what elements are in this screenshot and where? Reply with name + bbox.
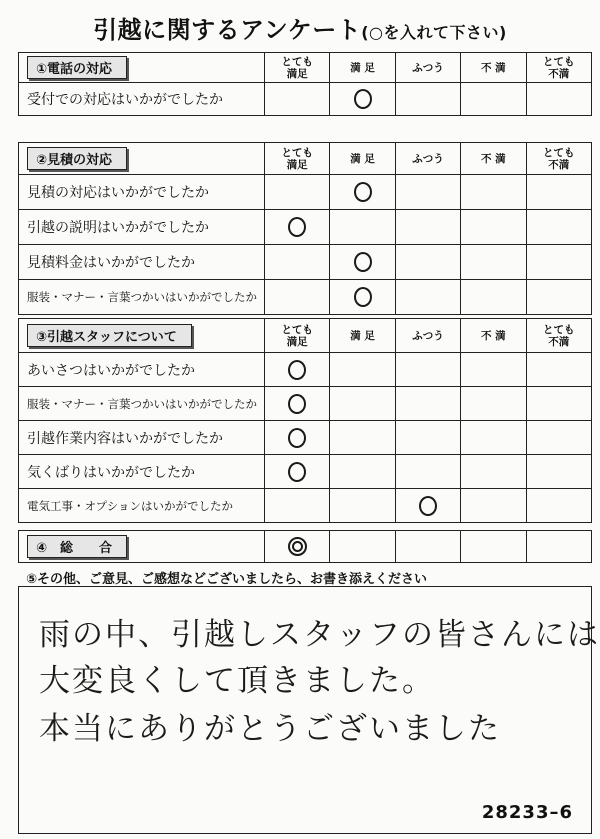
answer-cell[interactable] [330,210,395,245]
answer-cell[interactable] [461,455,526,489]
answer-cell[interactable] [526,280,591,315]
col-dissatisfied: 不 満 [461,319,526,353]
comment-box[interactable] [18,586,600,834]
circle-mark [288,394,306,414]
answer-cell[interactable] [330,245,395,280]
answer-cell[interactable] [265,531,330,563]
section-overall [18,530,592,563]
answer-cell[interactable] [265,210,330,245]
answer-cell[interactable] [461,489,526,523]
question-text: 引越作業内容はいかがでしたか [19,421,265,455]
col-dissatisfied: 不 満 [461,143,526,175]
section-estimate [18,142,592,315]
col-very-satisfied: とても 満足 [265,143,330,175]
answer-cell[interactable] [395,245,460,280]
answer-cell[interactable] [395,531,460,563]
question-row [19,531,592,563]
col-neutral: ふつう [395,53,460,83]
answer-cell[interactable] [265,421,330,455]
answer-cell[interactable] [330,421,395,455]
answer-cell[interactable] [526,353,591,387]
question-row [19,455,592,489]
answer-cell[interactable] [330,175,395,210]
circle-mark [288,360,306,380]
answer-cell[interactable] [330,531,395,563]
answer-cell[interactable] [526,245,591,280]
title-instruction: (○を入れて下さい) [361,23,507,42]
answer-cell[interactable] [265,245,330,280]
answer-cell[interactable] [526,531,591,563]
answer-cell[interactable] [395,387,460,421]
answer-cell[interactable] [461,531,526,563]
answer-cell[interactable] [330,83,395,116]
answer-cell[interactable] [395,353,460,387]
question-row [19,210,592,245]
question-row [19,421,592,455]
question-row [19,387,592,421]
answer-cell[interactable] [461,280,526,315]
answer-cell[interactable] [265,353,330,387]
section-label: ②見積の対応 [27,147,127,170]
question-text: 引越の説明はいかがでしたか [19,210,265,245]
answer-cell[interactable] [330,280,395,315]
answer-cell[interactable] [526,387,591,421]
question-row [19,245,592,280]
answer-cell[interactable] [461,353,526,387]
circle-mark [419,496,437,516]
section-staff [18,318,592,523]
answer-cell[interactable] [461,83,526,116]
circle-mark [288,428,306,448]
question-text: 電気工事・オプションはいかがでしたか [19,489,265,523]
col-very-satisfied: とても 満足 [265,53,330,83]
answer-cell[interactable] [395,489,460,523]
col-very-dissatisfied: とても 不満 [526,53,591,83]
answer-cell[interactable] [265,83,330,116]
answer-cell[interactable] [526,210,591,245]
circle-mark [288,217,306,237]
circle-mark [354,287,372,307]
col-satisfied: 満 足 [330,319,395,353]
handwritten-line-2: 大変良くして頂きました。 [39,663,435,699]
section-label-cell [19,143,265,175]
question-row [19,353,592,387]
question-row [19,280,592,315]
question-text: 受付での対応はいかがでしたか [19,83,265,116]
answer-cell[interactable] [265,175,330,210]
answer-cell[interactable] [395,421,460,455]
answer-cell[interactable] [330,353,395,387]
section-label: ③引越スタッフについて [27,324,192,347]
answer-cell[interactable] [395,83,460,116]
double-circle-mark [288,537,307,556]
answer-cell[interactable] [330,455,395,489]
col-neutral: ふつう [395,143,460,175]
section-phone [18,52,592,116]
question-text: 気くばりはいかがでしたか [19,455,265,489]
answer-cell[interactable] [330,489,395,523]
col-very-dissatisfied: とても 不満 [526,143,591,175]
answer-cell[interactable] [265,455,330,489]
answer-cell[interactable] [461,387,526,421]
section-label-cell [19,319,265,353]
serial-number: 28233–6 [481,802,573,823]
question-row [19,175,592,210]
answer-cell[interactable] [395,175,460,210]
handwritten-line-3: 本当にありがとうございました [39,711,501,747]
answer-cell[interactable] [526,455,591,489]
question-text: 服装・マナー・言葉つかいはいかがでしたか [19,387,265,421]
answer-cell[interactable] [265,280,330,315]
col-satisfied: 満 足 [330,143,395,175]
title-main: 引越に関するアンケート [93,16,362,44]
question-text: 見積料金はいかがでしたか [19,245,265,280]
answer-cell[interactable] [461,210,526,245]
comment-heading: ⑤その他、ご意見、ご感想などございましたら、お書き添えください [26,572,428,587]
col-satisfied: 満 足 [330,53,395,83]
col-very-satisfied: とても 満足 [265,319,330,353]
answer-cell[interactable] [461,421,526,455]
answer-cell[interactable] [526,175,591,210]
question-text: 見積の対応はいかがでしたか [19,175,265,210]
question-row [19,489,592,523]
answer-cell[interactable] [265,387,330,421]
handwritten-line-1: 雨の中、引越しスタッフの皆さんには [39,617,600,653]
col-very-dissatisfied: とても 不満 [526,319,591,353]
survey-title [0,10,600,45]
circle-mark [354,252,372,272]
section-label-cell [19,531,265,563]
circle-mark [354,89,372,109]
col-dissatisfied: 不 満 [461,53,526,83]
col-neutral: ふつう [395,319,460,353]
question-row [19,83,592,116]
answer-cell[interactable] [395,455,460,489]
answer-cell[interactable] [526,421,591,455]
answer-cell[interactable] [461,245,526,280]
answer-cell[interactable] [526,83,591,116]
answer-cell[interactable] [265,489,330,523]
circle-mark [354,182,372,202]
answer-cell[interactable] [395,280,460,315]
question-text: あいさつはいかがでしたか [19,353,265,387]
answer-cell[interactable] [330,387,395,421]
answer-cell[interactable] [526,489,591,523]
circle-mark [288,462,306,482]
section-label: ④ 総 合 [27,535,127,558]
question-text: 服装・マナー・言葉つかいはいかがでしたか [19,280,265,315]
answer-cell[interactable] [461,175,526,210]
section-label: ①電話の対応 [27,56,127,79]
answer-cell[interactable] [395,210,460,245]
section-label-cell [19,53,265,83]
